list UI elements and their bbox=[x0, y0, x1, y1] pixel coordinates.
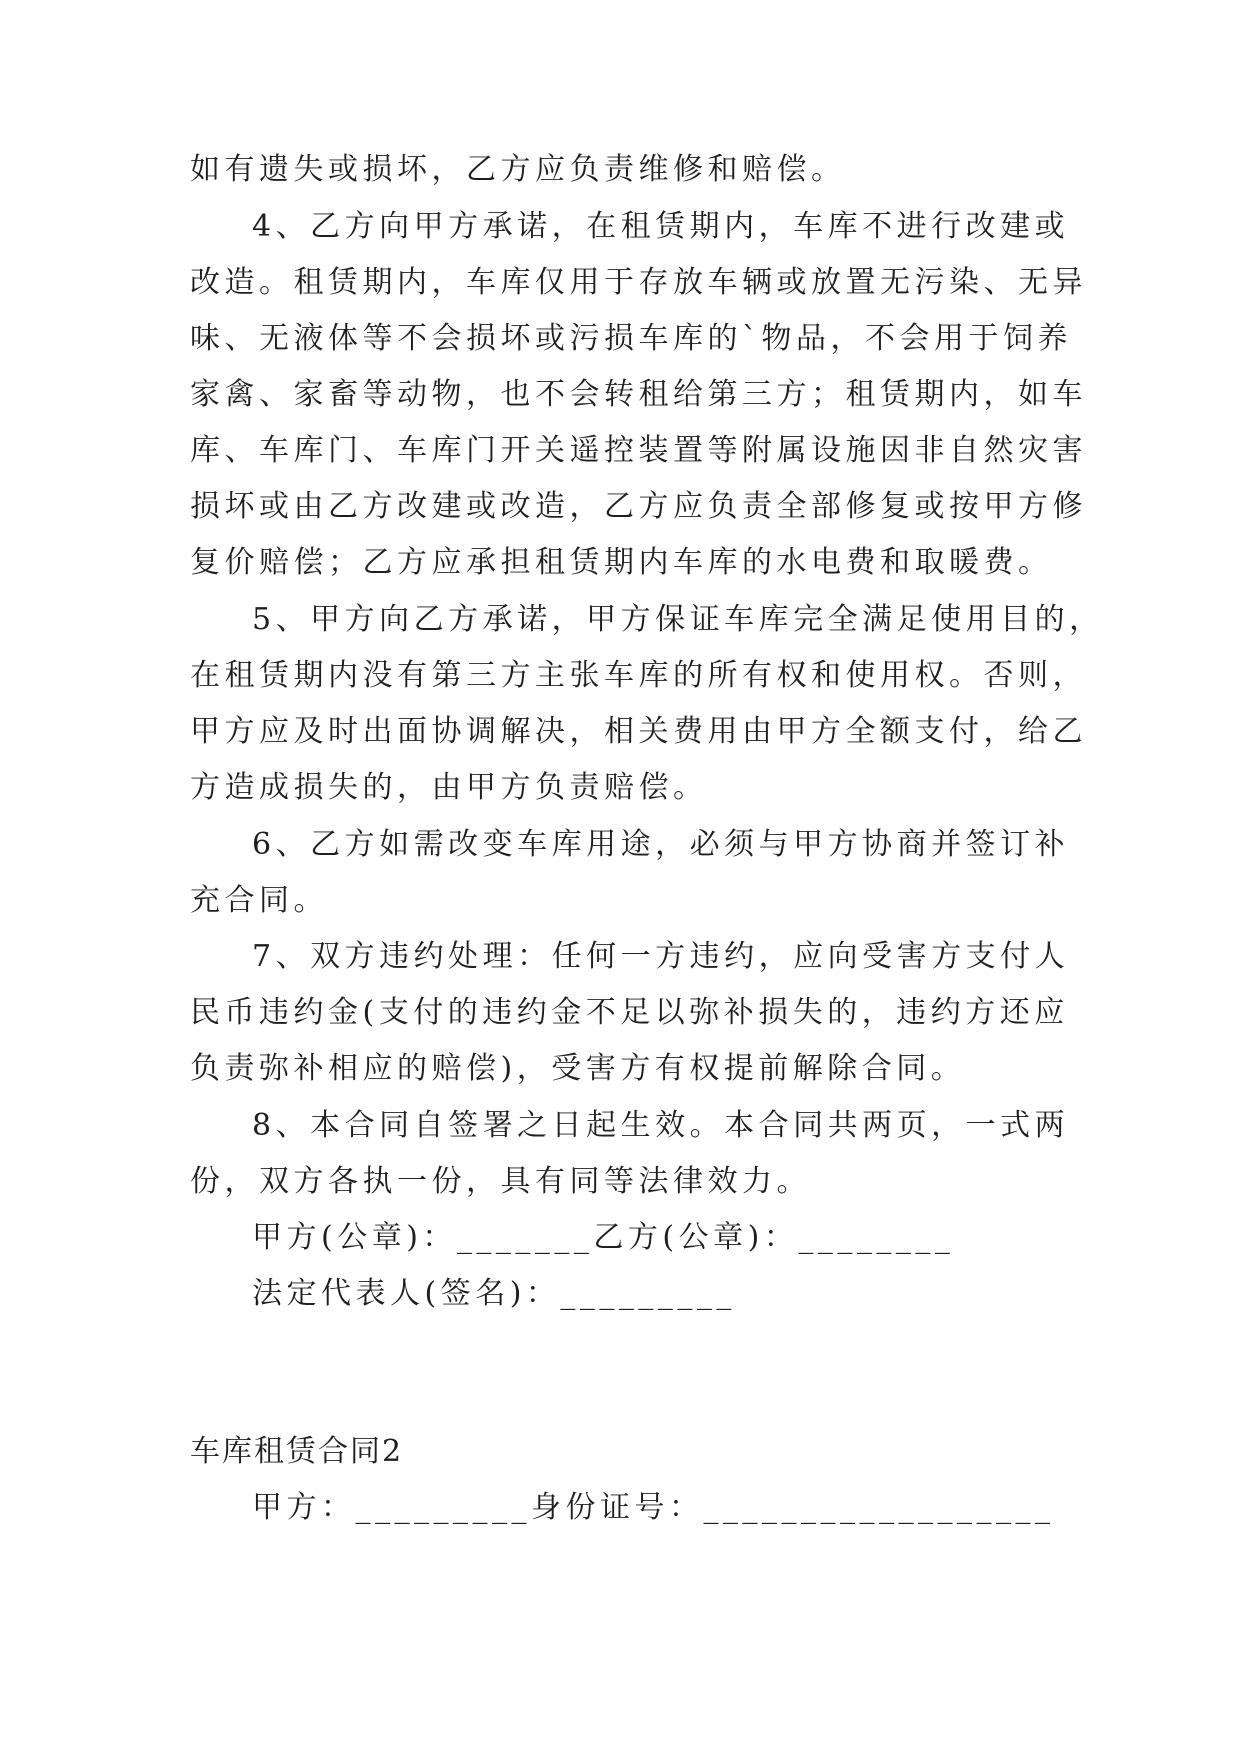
clause-8-line: 8、本合同自签署之日起生效。本合同共两页，一式两 bbox=[252, 1108, 1070, 1143]
text-line: 如有遗失或损坏，乙方应负责维修和赔偿。 bbox=[190, 152, 846, 187]
clause-7-line: 7、双方违约处理：任何一方违约，应向受害方支付人 bbox=[252, 939, 1070, 974]
contract-2-title: 车库租赁合同2 bbox=[190, 1434, 404, 1469]
signature-line-seals: 甲方(公章)：_______乙方(公章)：________ bbox=[252, 1220, 955, 1255]
text-line: 甲方应及时出面协调解决，相关费用由甲方全额支付，给乙 bbox=[190, 714, 1087, 749]
text-line: 损坏或由乙方改建或改造，乙方应负责全部修复或按甲方修 bbox=[190, 489, 1087, 524]
text-line: 在租赁期内没有第三方主张车库的所有权和使用权。否则， bbox=[190, 658, 1087, 693]
text-line: 民币违约金(支付的违约金不足以弥补损失的，违约方还应 bbox=[190, 995, 1069, 1030]
text-line: 负责弥补相应的赔偿)，受害方有权提前解除合同。 bbox=[190, 1051, 966, 1086]
text-line: 份，双方各执一份，具有同等法律效力。 bbox=[190, 1164, 811, 1199]
clause-5-line: 5、甲方向乙方承诺，甲方保证车库完全满足使用目的， bbox=[252, 602, 1104, 637]
clause-4-line: 4、乙方向甲方承诺，在租赁期内，车库不进行改建或 bbox=[252, 209, 1070, 244]
text-line: 家禽、家畜等动物，也不会转租给第三方；租赁期内，如车 bbox=[190, 377, 1087, 412]
text-line: 复价赔偿；乙方应承担租赁期内车库的水电费和取暖费。 bbox=[190, 545, 1053, 580]
text-line: 方造成损失的，由甲方负责赔偿。 bbox=[190, 770, 708, 805]
text-line: 充合同。 bbox=[190, 883, 328, 918]
text-line: 库、车库门、车库门开关遥控装置等附属设施因非自然灾害 bbox=[190, 433, 1087, 468]
text-line: 改造。租赁期内，车库仅用于存放车辆或放置无污染、无异 bbox=[190, 265, 1087, 300]
signature-line-representative: 法定代表人(签名)：_________ bbox=[252, 1276, 736, 1311]
text-line: 味、无液体等不会损坏或污损车库的`物品，不会用于饲养 bbox=[190, 321, 1072, 356]
clause-6-line: 6、乙方如需改变车库用途，必须与甲方协商并签订补 bbox=[252, 827, 1070, 862]
party-a-id-line: 甲方：_________身份证号：__________________ bbox=[252, 1490, 1055, 1525]
